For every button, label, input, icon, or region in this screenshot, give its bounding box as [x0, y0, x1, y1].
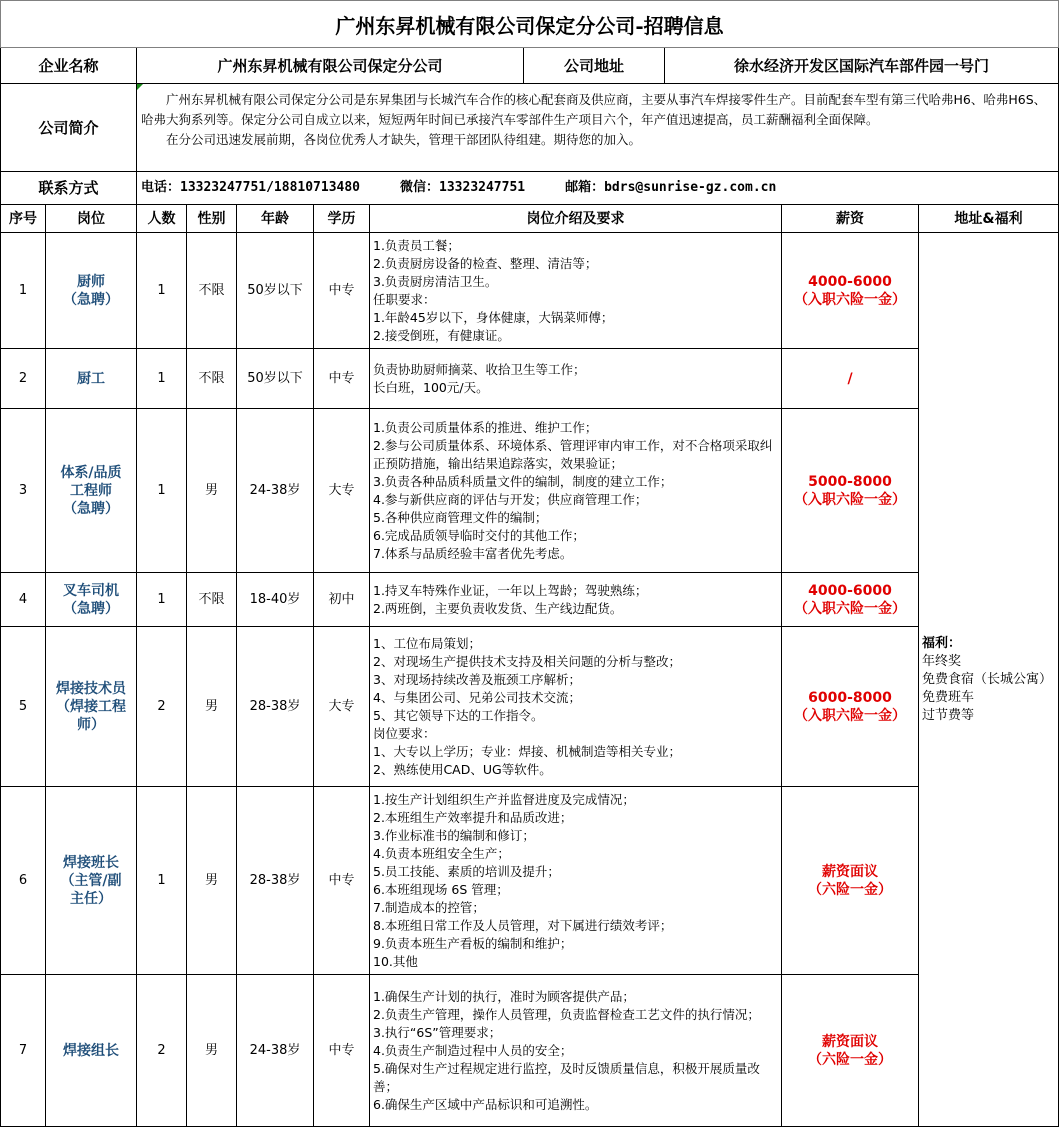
job-gender: 男	[187, 409, 237, 573]
job-education: 大专	[314, 409, 370, 573]
job-description: 1.负责员工餐； 2.负责厨房设备的检查、整理、清洁等； 3.负责厨房清洁卫生。 任职要求： 1.年龄45岁以下，身体健康，大锅菜师傅； 2.接受倒班，有健康证。	[370, 233, 782, 349]
job-salary: /	[782, 349, 919, 409]
page-title: 广州东昇机械有限公司保定分公司-招聘信息	[0, 0, 1059, 48]
job-education: 中专	[314, 975, 370, 1127]
job-count: 1	[137, 349, 187, 409]
job-count: 1	[137, 573, 187, 627]
job-title: 焊接组长	[46, 975, 137, 1127]
job-title: 焊接技术员 （焊接工程 师）	[46, 627, 137, 787]
intro-row	[0, 84, 1059, 172]
job-description: 1.按生产计划组织生产并监督进度及完成情况； 2.本班组生产效率提升和品质改进； 3.作业标准书的编制和修订； 4.负责本班组安全生产； 5.员工技能、素质的培训及提升； 6.本班组现场 6S 管理； 7.制造成本的控管； 8.本班组日常工作及人员管理，对下属进行绩效考评； 9.负责本班生产看板的编制和维护； 10.其他	[370, 787, 782, 975]
job-no: 6	[0, 787, 46, 975]
job-age: 28-38岁	[237, 787, 314, 975]
intro-paragraph-1: 广州东昇机械有限公司保定分公司是东昇集团与长城汽车合作的核心配套商及供应商，主要从事汽车焊接零件生产。目前配套车型有第三代哈弗H6、哈弗H6S、哈弗大狗系列等。保定分公司自成立以来，短短两年时间已承接汽车零部件生产项目六个，年产值迅速提高，员工薪酬福利全面保障。	[141, 92, 1047, 127]
benefits-cell	[919, 233, 1059, 1127]
job-education: 大专	[314, 627, 370, 787]
table-header-row	[0, 205, 1059, 233]
benefit-item: 年终奖	[922, 653, 962, 669]
job-age: 24-38岁	[237, 409, 314, 573]
benefit-item: 免费食宿（长城公寓）	[922, 671, 1053, 687]
contact-phone: 电话：13323247751/18810713480	[141, 180, 361, 195]
job-description: 1.负责公司质量体系的推进、维护工作； 2.参与公司质量体系、环境体系、管理评审内审工作，对不合格项采取纠正预防措施，输出结果追踪落实，效果验证； 3.负责各种品质科质量文件的编制，制度的建立工作； 4.参与新供应商的评估与开发；供应商管理工作； 5.各种供应商管理文件的编制； 6.完成品质领导临时交付的其他工作； 7.体系与品质经验丰富者优先考虑。	[370, 409, 782, 573]
job-education: 中专	[314, 233, 370, 349]
job-gender: 男	[187, 627, 237, 787]
job-salary: 5000-8000 （入职六险一金）	[782, 409, 919, 573]
job-gender: 不限	[187, 233, 237, 349]
job-age: 50岁以下	[237, 349, 314, 409]
job-age: 28-38岁	[237, 627, 314, 787]
job-count: 1	[137, 787, 187, 975]
job-gender: 男	[187, 975, 237, 1127]
job-no: 2	[0, 349, 46, 409]
job-count: 2	[137, 627, 187, 787]
header-count: 人数	[137, 205, 187, 233]
company-row	[0, 48, 1059, 84]
job-no: 3	[0, 409, 46, 573]
job-salary: 薪资面议 （六险一金）	[782, 787, 919, 975]
table-row	[0, 975, 1059, 1127]
intro-paragraph-2: 在分公司迅速发展前期，各岗位优秀人才缺失，管理干部团队待组建。期待您的加入。	[166, 132, 642, 147]
job-title: 厨师 （急聘）	[46, 233, 137, 349]
company-address-label: 公司地址	[524, 48, 665, 84]
header-no: 序号	[0, 205, 46, 233]
job-description: 1、工位布局策划； 2、对现场生产提供技术支持及相关问题的分析与整改； 3、对现场持续改善及瓶颈工序解析； 4、与集团公司、兄弟公司技术交流； 5、其它领导下达的工作指令。 岗位要求： 1、大专以上学历；专业：焊接、机械制造等相关专业； 2、熟练使用CAD、UG等软件。	[370, 627, 782, 787]
contact-email: 邮箱：bdrs@sunrise-gz.com.cn	[565, 180, 777, 195]
job-age: 18-40岁	[237, 573, 314, 627]
job-no: 5	[0, 627, 46, 787]
job-salary: 4000-6000 （入职六险一金）	[782, 573, 919, 627]
job-salary: 4000-6000 （入职六险一金）	[782, 233, 919, 349]
company-name: 广州东昇机械有限公司保定分公司	[137, 48, 524, 84]
job-education: 中专	[314, 787, 370, 975]
benefits-label: 福利：	[922, 635, 962, 651]
job-title: 叉车司机 （急聘）	[46, 573, 137, 627]
table-row	[0, 409, 1059, 573]
benefit-item: 免费班车	[922, 689, 975, 705]
job-description: 1.持叉车特殊作业证，一年以上驾龄；驾驶熟练； 2.两班倒，主要负责收发货、生产线边配货。	[370, 573, 782, 627]
job-title: 厨工	[46, 349, 137, 409]
job-description: 1.确保生产计划的执行，准时为顾客提供产品； 2.负责生产管理，操作人员管理，负责监督检查工艺文件的执行情况； 3.执行“6S”管理要求； 4.负责生产制造过程中人员的安全； 5.确保对生产过程规定进行监控，及时反馈质量信息，积极开展质量改善； 6.确保生产区域中产品标识和可追溯性。	[370, 975, 782, 1127]
cell-comment-marker	[137, 84, 143, 90]
job-education: 初中	[314, 573, 370, 627]
job-count: 1	[137, 409, 187, 573]
table-row	[0, 349, 1059, 409]
header-description: 岗位介绍及要求	[370, 205, 782, 233]
job-age: 24-38岁	[237, 975, 314, 1127]
benefit-item: 过节费等	[922, 707, 975, 723]
intro-label: 公司简介	[0, 84, 137, 172]
contact-wechat: 微信：13323247751	[400, 180, 526, 195]
job-title: 体系/品质 工程师 （急聘）	[46, 409, 137, 573]
job-age: 50岁以下	[237, 233, 314, 349]
job-gender: 不限	[187, 349, 237, 409]
table-row	[0, 233, 1059, 349]
job-description: 负责协助厨师摘菜、收拾卫生等工作； 长白班，100元/天。	[370, 349, 782, 409]
header-age: 年龄	[237, 205, 314, 233]
company-name-label: 企业名称	[0, 48, 137, 84]
header-benefit: 地址&福利	[919, 205, 1059, 233]
contact-label: 联系方式	[0, 172, 137, 205]
table-row	[0, 573, 1059, 627]
header-salary: 薪资	[782, 205, 919, 233]
job-count: 2	[137, 975, 187, 1127]
intro-text	[137, 84, 1059, 172]
job-gender: 男	[187, 787, 237, 975]
job-education: 中专	[314, 349, 370, 409]
job-gender: 不限	[187, 573, 237, 627]
job-count: 1	[137, 233, 187, 349]
header-education: 学历	[314, 205, 370, 233]
table-row	[0, 787, 1059, 975]
job-salary: 6000-8000 （入职六险一金）	[782, 627, 919, 787]
contact-row	[0, 172, 1059, 205]
contact-info	[137, 172, 1059, 205]
job-no: 4	[0, 573, 46, 627]
job-no: 1	[0, 233, 46, 349]
job-title: 焊接班长 （主管/副 主任）	[46, 787, 137, 975]
header-gender: 性别	[187, 205, 237, 233]
job-salary: 薪资面议 （六险一金）	[782, 975, 919, 1127]
job-no: 7	[0, 975, 46, 1127]
company-address: 徐水经济开发区国际汽车部件园一号门	[665, 48, 1059, 84]
header-position: 岗位	[46, 205, 137, 233]
table-row	[0, 627, 1059, 787]
